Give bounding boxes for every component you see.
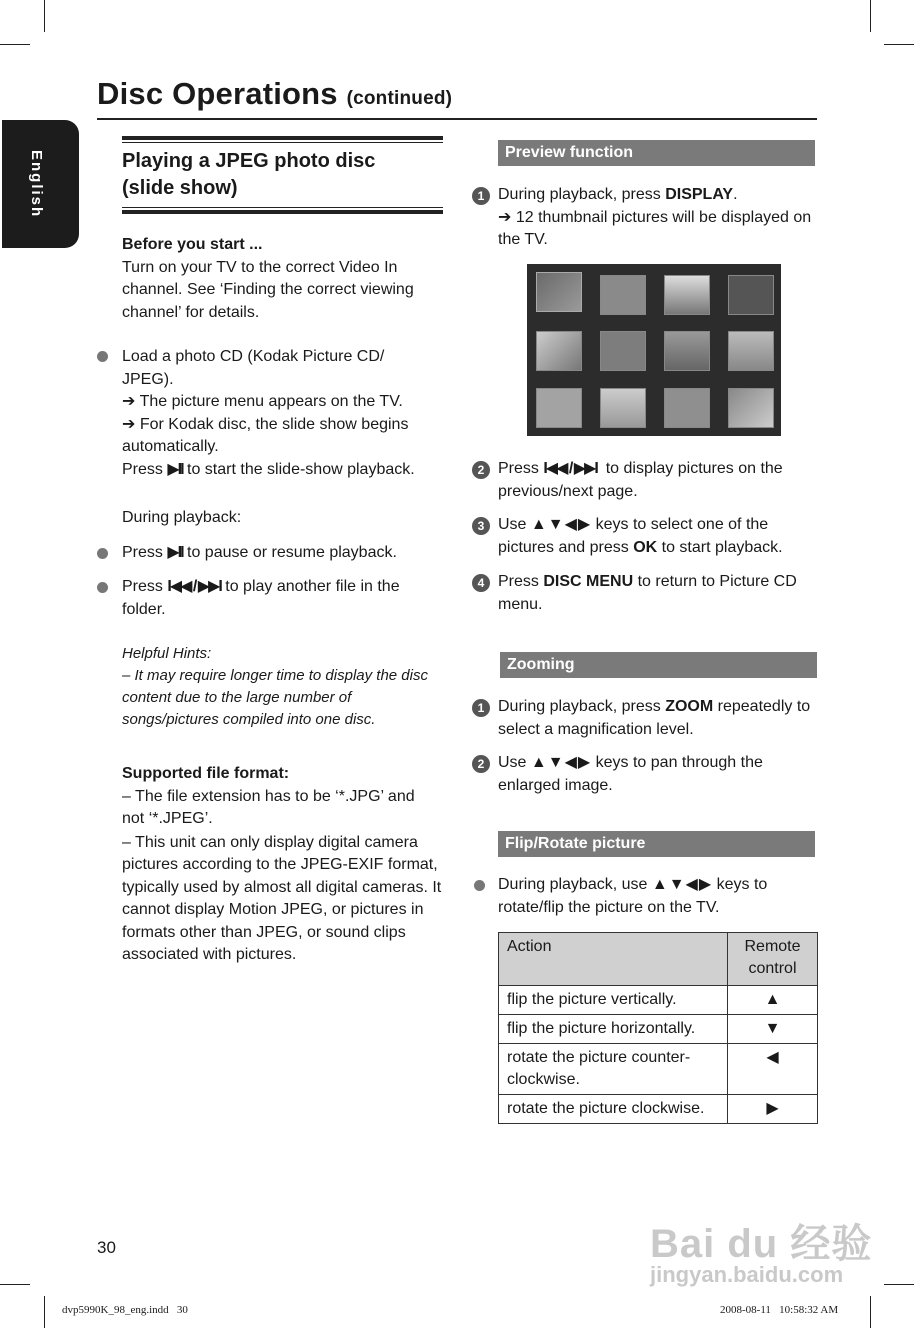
remote-key-cell: ▲	[728, 986, 818, 1015]
thumbnail	[600, 275, 646, 315]
remote-key-cell: ▶	[728, 1095, 818, 1124]
crop-mark	[884, 44, 914, 45]
crop-mark	[0, 44, 30, 45]
thumbnail	[664, 275, 710, 315]
thumbnail	[728, 331, 774, 371]
result-line: ➔ The picture menu appears on the TV.	[122, 393, 403, 410]
page-number: 30	[97, 1238, 116, 1257]
bullet	[474, 880, 485, 891]
crop-mark	[870, 1296, 871, 1328]
prev-next-icon: I◀◀ / ▶▶I	[167, 578, 221, 595]
thumbnail	[536, 388, 582, 428]
table-header-action: Action	[499, 933, 728, 986]
language-tab: English	[2, 120, 79, 248]
table-header-remote: Remote control	[728, 933, 818, 986]
action-cell: rotate the picture counter-clockwise.	[499, 1044, 728, 1095]
disc-menu-key: DISC MENU	[543, 573, 634, 590]
thumbnail	[600, 331, 646, 371]
preview-step-3: Use ▲▼◀▶ keys to select one of the pictures and press OK to start playback.	[498, 516, 783, 556]
crop-mark	[44, 1296, 45, 1328]
title-rule	[97, 118, 817, 120]
action-cell: flip the picture horizontally.	[499, 1015, 728, 1044]
before-title: Before you start ...	[122, 236, 263, 253]
step-number-4: 4	[472, 574, 490, 592]
helpful-hints	[122, 643, 444, 731]
page-title: Disc Operations (continued)	[97, 76, 453, 111]
before-you-start	[122, 234, 444, 324]
thumbnail	[536, 331, 582, 371]
file-info: dvp5990K_98_eng.indd 30	[62, 1304, 188, 1316]
step-number-3: 3	[472, 517, 490, 535]
supported-format	[122, 763, 444, 967]
result-arrow-icon: ➔	[122, 393, 136, 410]
hints-text: – It may require longer time to display the disc content due to the large number of songs/pictures compiled into one disc.	[122, 667, 428, 728]
preview-step-4: Press DISC MENU to return to Picture CD menu.	[498, 573, 797, 613]
arrow-keys-icon: ▲▼◀▶	[530, 754, 592, 771]
zoom-key: ZOOM	[665, 698, 714, 715]
thumbnail-grid	[527, 264, 781, 436]
table-row	[499, 1095, 818, 1124]
preview-step-2: Press I◀◀ / ▶▶I to display pictures on the previous/next page.	[498, 460, 783, 500]
timestamp: 2008-08-11 10:58:32 AM	[720, 1304, 839, 1316]
thumbnail	[728, 275, 774, 315]
format-rule-2: – This unit can only display digital camera pictures according to the JPEG-EXIF format, typically used by almost all digital cameras. It cannot display Motion JPEG, or pictures in formats other than JPEG, or sound clips associated with pictures.	[122, 833, 442, 963]
page-title-continued: (continued)	[346, 88, 453, 109]
thumbnail	[664, 331, 710, 371]
play-pause-icon: ▶II	[167, 460, 183, 478]
section-heading: Playing a JPEG photo disc (slide show)	[122, 150, 376, 199]
display-key: DISPLAY	[665, 186, 734, 203]
heading-rule-bottom-thin	[122, 207, 443, 208]
crop-mark	[884, 1284, 914, 1285]
heading-rule-bottom	[122, 210, 443, 214]
thumbnail	[664, 388, 710, 428]
crop-mark	[0, 1284, 30, 1285]
step-number-2: 2	[472, 461, 490, 479]
remote-key-cell: ▼	[728, 1015, 818, 1044]
result-arrow-icon: ➔	[498, 208, 512, 226]
zooming-bar: Zooming	[500, 652, 817, 678]
bullet	[97, 351, 108, 362]
table-row	[499, 1015, 818, 1044]
zoom-step-2: Use ▲▼◀▶ keys to pan through the enlarged image.	[498, 754, 763, 794]
step-number-2: 2	[472, 755, 490, 773]
remote-key-cell: ◀	[728, 1044, 818, 1095]
result-line: ➔ 12 thumbnail pictures will be displayed on the TV.	[498, 208, 812, 248]
another-file-step: Press I◀◀ / ▶▶I to play another file in the folder.	[122, 578, 400, 618]
result-arrow-icon: ➔	[122, 415, 136, 433]
arrow-keys-icon: ▲▼◀▶	[530, 516, 592, 533]
preview-function-bar: Preview function	[498, 140, 815, 166]
hints-title: Helpful Hints:	[122, 645, 212, 662]
prev-next-icon: I◀◀ / ▶▶I	[543, 460, 597, 477]
crop-mark	[44, 0, 45, 32]
heading-rule-top-thin	[122, 142, 443, 143]
flip-intro: During playback, use ▲▼◀▶ keys to rotate/flip the picture on the TV.	[498, 876, 768, 916]
flip-rotate-bar: Flip/Rotate picture	[498, 831, 815, 857]
heading-rule-top	[122, 136, 443, 140]
play-pause-icon: ▶II	[167, 544, 183, 561]
result-line: ➔ For Kodak disc, the slide show begins automatically.	[122, 415, 409, 455]
table-row	[499, 986, 818, 1015]
table-header-row	[499, 933, 818, 986]
baidu-watermark: Bai du 经验	[650, 1222, 873, 1266]
press-start-line: Press ▶II to start the slide-show playback.	[122, 459, 444, 482]
thumbnail	[536, 272, 582, 312]
baidu-watermark-url: jingyan.baidu.com	[650, 1262, 844, 1287]
bullet	[97, 548, 108, 559]
thumbnail	[728, 388, 774, 428]
action-cell: flip the picture vertically.	[499, 986, 728, 1015]
bullet	[97, 582, 108, 593]
crop-mark	[870, 0, 871, 32]
table-row	[499, 1044, 818, 1095]
step-number-1: 1	[472, 699, 490, 717]
zoom-step-1: During playback, press ZOOM repeatedly to select a magnification level.	[498, 698, 811, 738]
preview-step-1: During playback, press DISPLAY. ➔ 12 thumbnail pictures will be displayed on the TV.	[498, 184, 818, 252]
ok-key: OK	[633, 538, 658, 556]
action-cell: rotate the picture clockwise.	[499, 1095, 728, 1124]
format-rule-1: – The file extension has to be ‘*.JPG’ and not ‘*.JPEG’.	[122, 787, 415, 827]
thumbnail	[600, 388, 646, 428]
arrow-keys-icon: ▲▼◀▶	[651, 876, 713, 893]
step-number-1: 1	[472, 187, 490, 205]
during-playback-label: During playback:	[122, 509, 242, 526]
load-step	[122, 346, 444, 481]
format-title: Supported file format:	[122, 765, 290, 782]
flip-rotate-table	[498, 932, 818, 1124]
before-text: Turn on your TV to the correct Video In channel. See ‘Finding the correct viewing channel’ for details.	[122, 258, 414, 321]
load-line: Load a photo CD (Kodak Picture CD/ JPEG).	[122, 348, 385, 388]
pause-step: Press ▶II to pause or resume playback.	[122, 542, 444, 565]
